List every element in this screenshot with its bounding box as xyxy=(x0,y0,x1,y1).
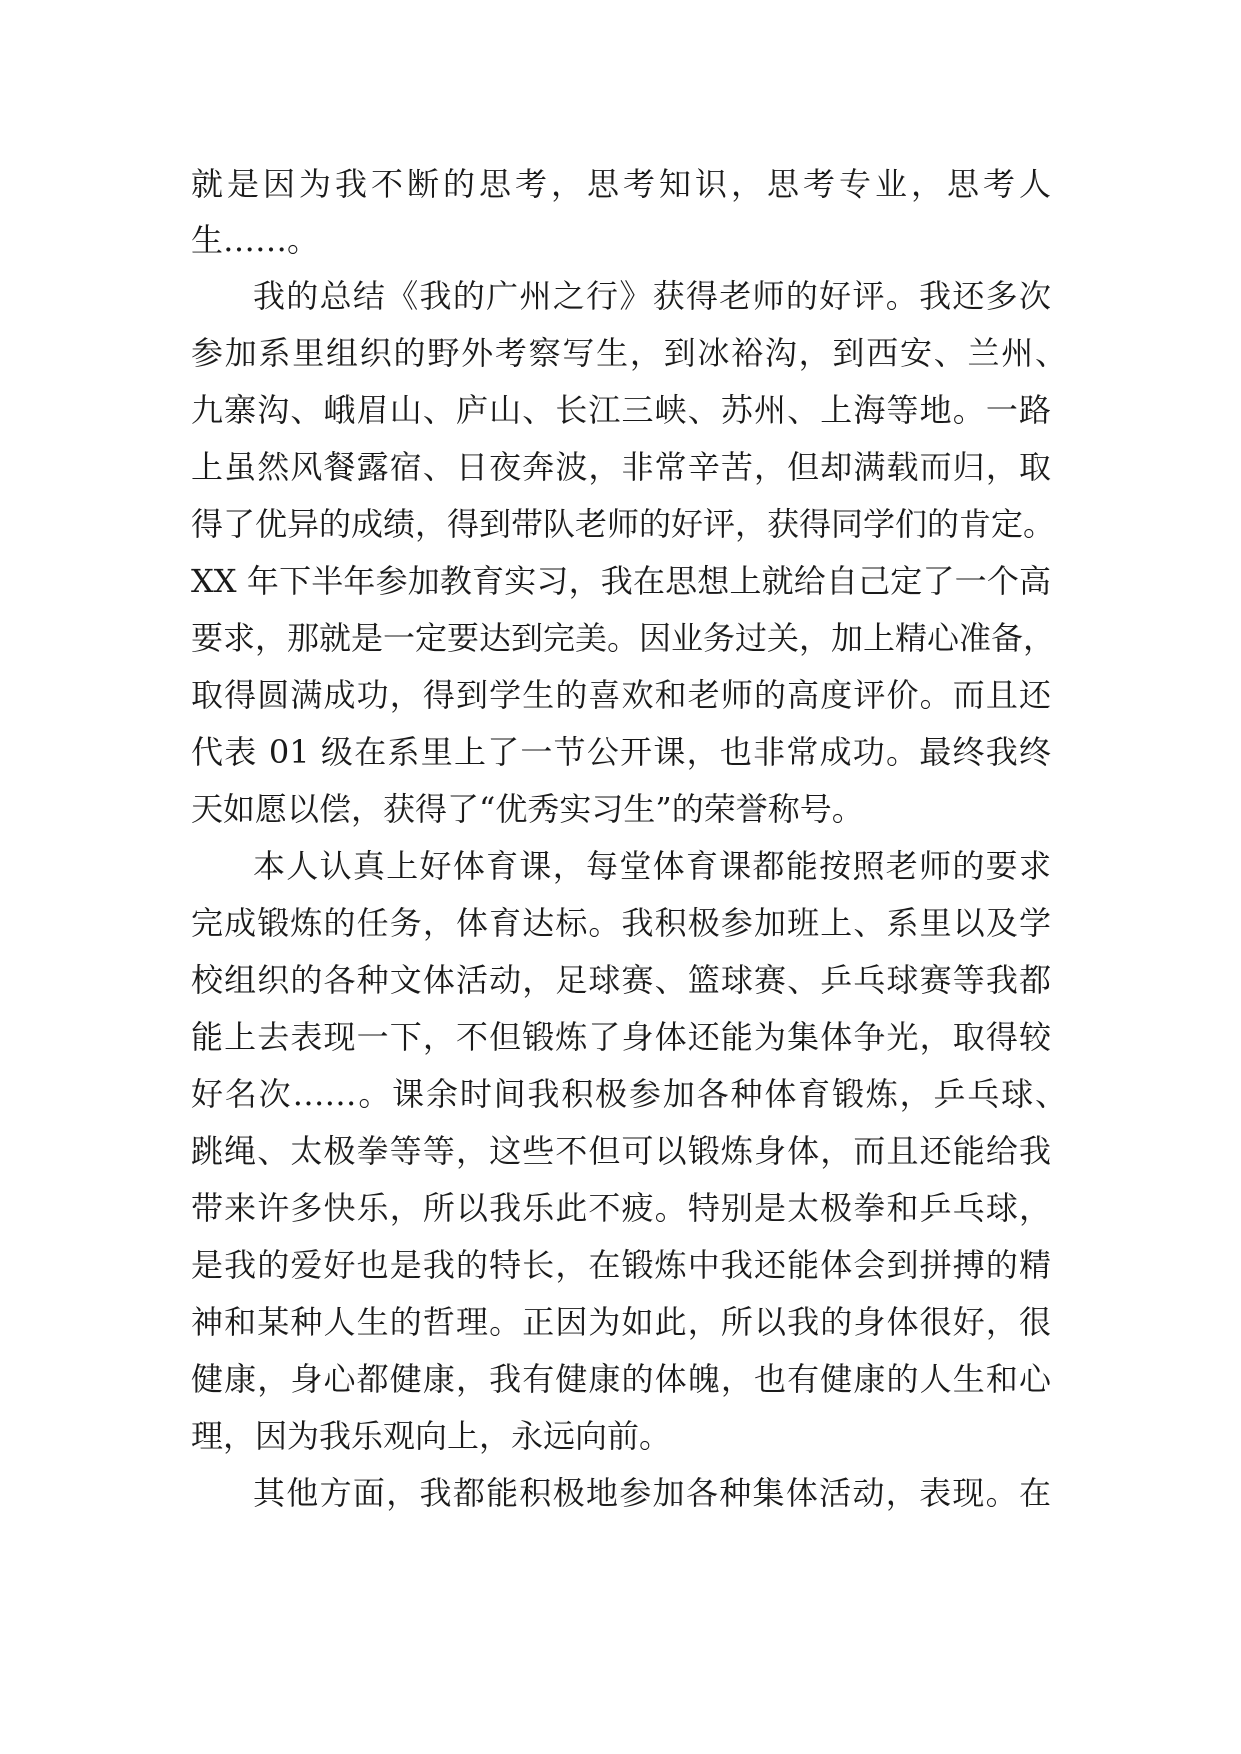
text-line: 取得圆满成功，得到学生的喜欢和老师的高度评价。而且还 xyxy=(191,676,1051,714)
paragraph-start-line: 本人认真上好体育课，每堂体育课都能按照老师的要求 xyxy=(253,847,1051,885)
text-line: 能上去表现一下，不但锻炼了身体还能为集体争光，取得较 xyxy=(191,1018,1051,1056)
paragraph-start-line: 其他方面，我都能积极地参加各种集体活动，表现。在 xyxy=(253,1474,1051,1512)
text-line: 完成锻炼的任务，体育达标。我积极参加班上、系里以及学 xyxy=(191,904,1051,942)
text-line: 生……。 xyxy=(191,221,320,259)
text-line: 校组织的各种文体活动，足球赛、篮球赛、乒乓球赛等我都 xyxy=(191,961,1051,999)
text-line: 就是因为我不断的思考，思考知识，思考专业，思考人 xyxy=(191,165,1051,203)
text-line: 健康，身心都健康，我有健康的体魄，也有健康的人生和心 xyxy=(191,1360,1051,1398)
text-line: 得了优异的成绩，得到带队老师的好评，获得同学们的肯定。 xyxy=(191,505,1056,543)
text-line: 天如愿以偿，获得了“优秀实习生”的荣誉称号。 xyxy=(191,790,864,828)
text-line: 参加系里组织的野外考察写生，到冰裕沟，到西安、兰州、 xyxy=(191,334,1067,372)
text-line: 九寨沟、峨眉山、庐山、长江三峡、苏州、上海等地。一路 xyxy=(191,391,1051,429)
text-line: 神和某种人生的哲理。正因为如此，所以我的身体很好，很 xyxy=(191,1303,1051,1341)
text-line: 带来许多快乐，所以我乐此不疲。特别是太极拳和乒乓球， xyxy=(191,1189,1051,1227)
text-line: 理，因为我乐观向上，永远向前。 xyxy=(191,1417,672,1455)
text-line: 好名次……。课余时间我积极参加各种体育锻炼，乒乓球、 xyxy=(191,1075,1067,1113)
text-line: 代表 01 级在系里上了一节公开课，也非常成功。最终我终 xyxy=(191,733,1051,771)
paragraph-start-line: 我的总结《我的广州之行》获得老师的好评。我还多次 xyxy=(253,277,1051,315)
text-line: 要求，那就是一定要达到完美。因业务过关，加上精心准备， xyxy=(191,619,1056,657)
text-line: 上虽然风餐露宿、日夜奔波，非常辛苦，但却满载而归，取 xyxy=(191,448,1051,486)
text-line: XX 年下半年参加教育实习，我在思想上就给自己定了一个高 xyxy=(191,562,1051,600)
text-line: 跳绳、太极拳等等，这些不但可以锻炼身体，而且还能给我 xyxy=(191,1132,1051,1170)
text-line: 是我的爱好也是我的特长，在锻炼中我还能体会到拼搏的精 xyxy=(191,1246,1051,1284)
